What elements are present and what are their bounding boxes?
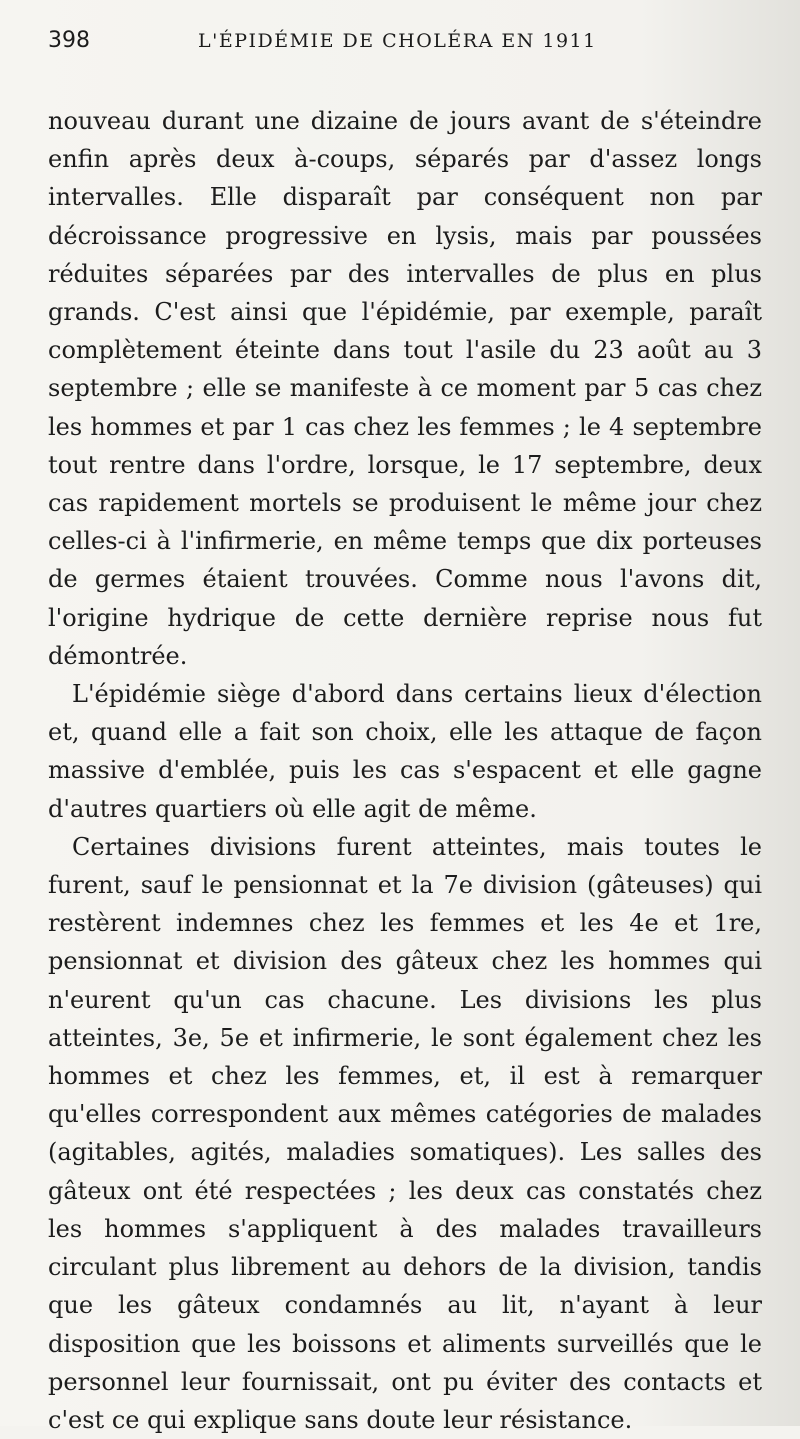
paragraph: Certaines divisions furent atteintes, mais toutes le furent, sauf le pensionnat et la 7e division (gâteuses) qui restèrent indemnes chez les femmes et les 4e et 1re, pensionnat et division des gâteux chez les hommes qui n'eurent qu'un cas chacune. Les divisions les plus atteintes, 3e, 5e et infirmerie, le sont également chez les hommes et chez les femmes, et, il est à remarquer qu'elles correspondent aux mêmes catégories de malades (agitables, agités, maladies somatiques). Les salles des gâteux ont été respectées ; les deux cas constatés chez les hommes s'appliquent à des malades travailleurs circulant plus librement au dehors de la division, tandis que les gâteux condamnés au lit, n'ayant à leur disposition que les boissons et aliments surveillés que le personnel leur fournissait, ont pu éviter des contacts et c'est ce qui explique sans doute leur résistance. [48,832,762,1434]
body-text [48,102,762,1439]
running-title: L'ÉPIDÉMIE DE CHOLÉRA EN 1911 [198,30,597,52]
paragraph-continued: nouveau durant une dizaine de jours avant de s'éteindre enfin après deux à-coups, séparés par d'assez longs intervalles. Elle disparaît par conséquent non par décroissance progressive en lysis, mais par poussées réduites séparées par des intervalles de plus en plus grands. C'est ainsi que l'épidémie, par exemple, paraît complètement éteinte dans tout l'asile du 23 août au 3 septembre ; elle se manifeste à ce moment par 5 cas chez les hommes et par 1 cas chez les femmes ; le 4 septembre tout rentre dans l'ordre, lorsque, le 17 septembre, deux cas rapidement mortels se produisent le même jour chez celles-ci à l'infirmerie, en même temps que dix porteuses de germes étaient trouvées. Comme nous l'avons dit, l'origine hydrique de cette dernière reprise nous fut démontrée. [48,107,762,670]
page-header [48,28,762,88]
paragraph: L'épidémie siège d'abord dans certains lieux d'élection et, quand elle a fait son choix, elle les attaque de façon massive d'emblée, puis les cas s'espacent et elle gagne d'autres quartiers où elle agit de même. [48,680,762,823]
page-number: 398 [48,28,90,53]
